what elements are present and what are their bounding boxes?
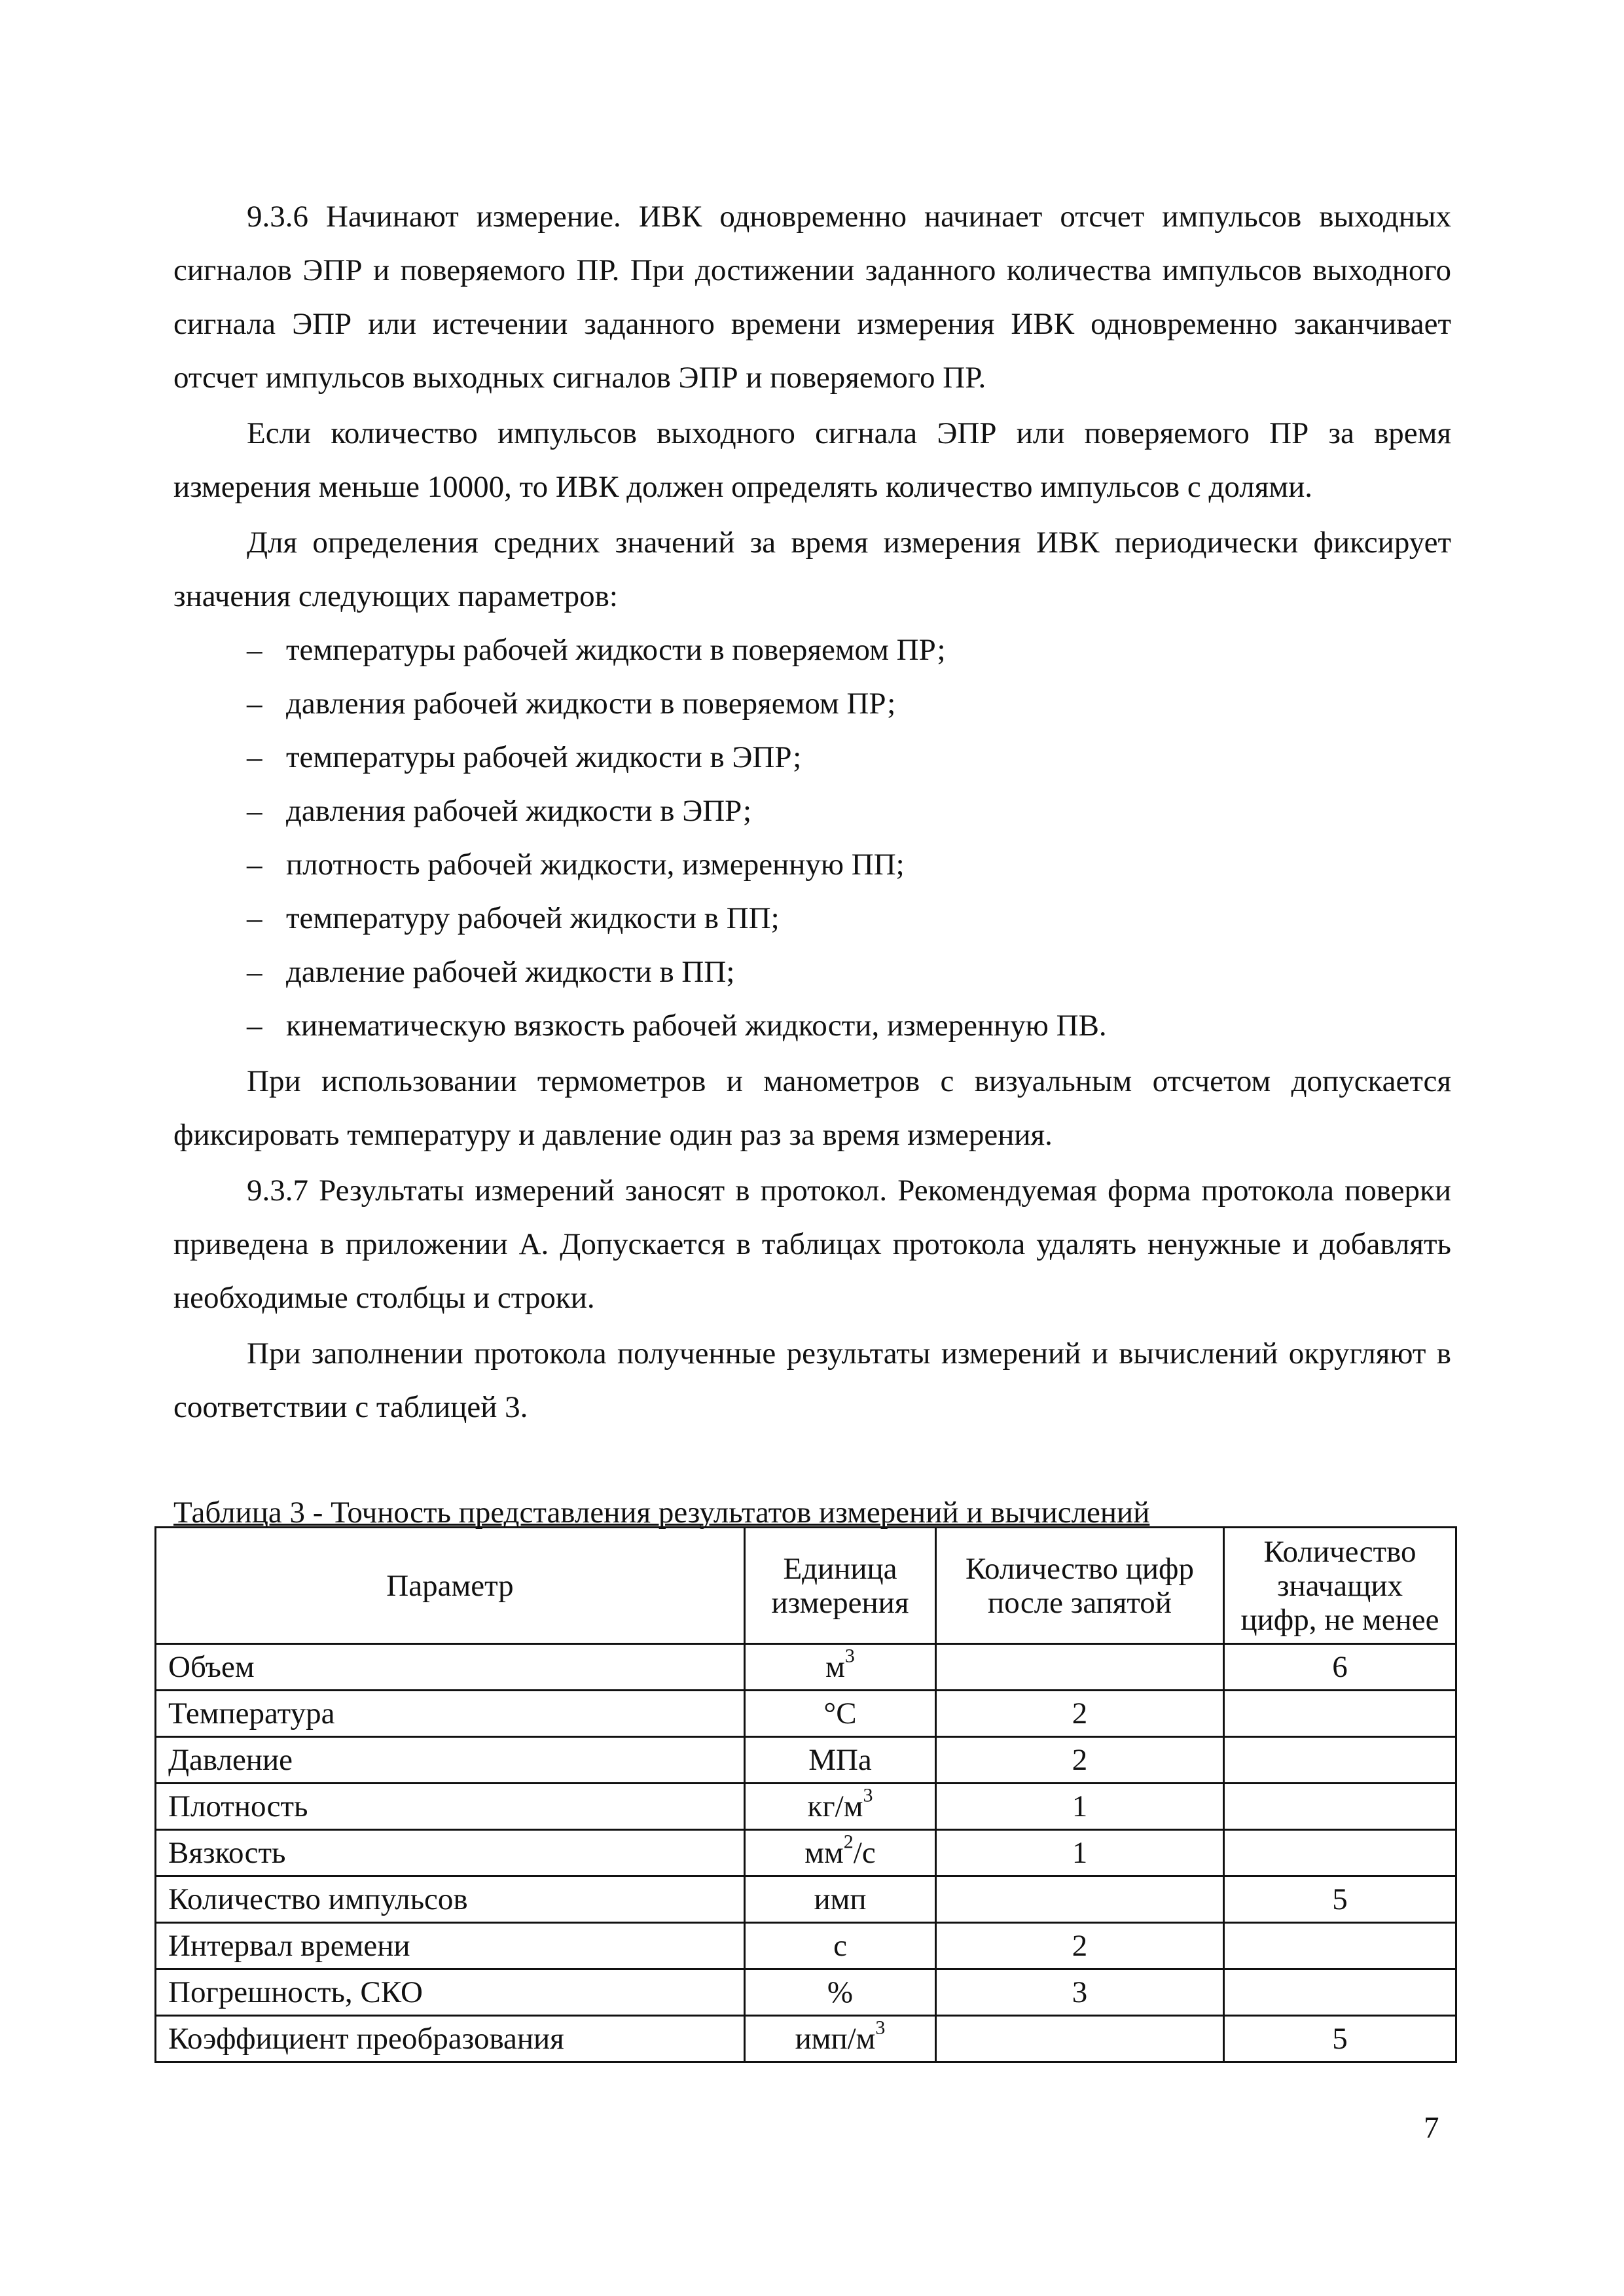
list-item: – давления рабочей жидкости в ЭПР; [173, 784, 1451, 838]
unit-exponent: 3 [844, 1645, 855, 1667]
dash-marker: – [247, 740, 262, 774]
cell-unit [745, 1691, 936, 1737]
header-unit: Единица измерения [745, 1528, 936, 1644]
unit-exponent: 3 [875, 2017, 886, 2039]
list-item: – плотность рабочей жидкости, измеренную ПП; [173, 838, 1451, 891]
cell-parameter: Погрешность, СКО [156, 1969, 745, 2016]
table-header-row [156, 1528, 1456, 1644]
cell-significant [1224, 1784, 1456, 1830]
dash-marker: – [247, 901, 262, 935]
cell-significant [1224, 1737, 1456, 1784]
cell-unit [745, 1830, 936, 1876]
unit-base: м [825, 1650, 845, 1684]
unit-exponent: 2 [843, 1831, 854, 1853]
table-row [156, 1691, 1456, 1737]
table-row [156, 1876, 1456, 1923]
cell-decimals: 1 [936, 1784, 1224, 1830]
cell-significant [1224, 1969, 1456, 2016]
cell-significant: 5 [1224, 2016, 1456, 2062]
dash-marker: – [247, 687, 262, 721]
cell-parameter: Объем [156, 1644, 745, 1691]
table-caption: Таблица 3 - Точность представления результатов измерений и вычислений [173, 1496, 1150, 1530]
list-item: – кинематическую вязкость рабочей жидкости, измеренную ПВ. [173, 999, 1451, 1052]
cell-unit [745, 1969, 936, 2016]
body-text [173, 190, 1451, 1434]
dash-marker: – [247, 794, 262, 828]
dash-marker: – [247, 1009, 262, 1043]
unit-tail: /с [853, 1836, 876, 1870]
cell-parameter: Коэффициент преобразования [156, 2016, 745, 2062]
cell-parameter: Давление [156, 1737, 745, 1784]
unit-base: кг/м [807, 1789, 863, 1823]
paragraph-9-3-7: 9.3.7 Результаты измерений заносят в протокол. Рекомендуемая форма протокола поверки приведена в приложении А. Допускается в таблицах протокола удалять ненужные и добавлять необходимые столбцы и строки. [173, 1174, 1451, 1315]
cell-significant [1224, 1830, 1456, 1876]
page-number: 7 [1424, 2111, 1439, 2145]
cell-parameter: Температура [156, 1691, 745, 1737]
paragraph-parameters-intro: Для определения средних значений за время измерения ИВК периодически фиксирует значения следующих параметров: [173, 526, 1451, 613]
cell-unit [745, 1876, 936, 1923]
paragraph-rounding: При заполнении протокола полученные результаты измерений и вычислений округляют в соответствии с таблицей 3. [173, 1336, 1451, 1424]
table-body [156, 1644, 1456, 2062]
paragraph-pulse-count: Если количество импульсов выходного сигнала ЭПР или поверяемого ПР за время измерения меньше 10000, то ИВК должен определять количество импульсов с долями. [173, 416, 1451, 504]
unit-base: имп/м [795, 2022, 876, 2056]
table-row [156, 1784, 1456, 1830]
table-row [156, 1969, 1456, 2016]
cell-decimals [936, 1876, 1224, 1923]
cell-decimals [936, 1644, 1224, 1691]
unit-base: с [833, 1929, 847, 1963]
cell-significant: 6 [1224, 1644, 1456, 1691]
list-item: – температуру рабочей жидкости в ПП; [173, 891, 1451, 945]
unit-exponent: 3 [863, 1784, 873, 1806]
cell-decimals: 2 [936, 1737, 1224, 1784]
cell-parameter: Вязкость [156, 1830, 745, 1876]
header-parameter: Параметр [156, 1528, 745, 1644]
table-row [156, 1737, 1456, 1784]
paragraph-visual-reading: При использовании термометров и манометров с визуальным отсчетом допускается фиксировать температуру и давление один раз за время измерения. [173, 1064, 1451, 1152]
cell-unit [745, 1784, 936, 1830]
table-row [156, 2016, 1456, 2062]
cell-decimals: 2 [936, 1923, 1224, 1969]
cell-decimals: 2 [936, 1691, 1224, 1737]
table-row [156, 1923, 1456, 1969]
table-row [156, 1830, 1456, 1876]
cell-significant: 5 [1224, 1876, 1456, 1923]
cell-unit [745, 1923, 936, 1969]
unit-base: имп [814, 1882, 867, 1916]
parameter-list [173, 623, 1451, 1052]
header-decimals: Количество цифр после запятой [936, 1528, 1224, 1644]
unit-base: мм [804, 1836, 844, 1870]
cell-unit [745, 1644, 936, 1691]
unit-base: % [827, 1975, 854, 2009]
header-significant: Количество значащих цифр, не менее [1224, 1528, 1456, 1644]
list-item: – давления рабочей жидкости в поверяемом ПР; [173, 677, 1451, 730]
unit-base: °С [823, 1696, 857, 1731]
cell-significant [1224, 1923, 1456, 1969]
list-item: – температуры рабочей жидкости в поверяемом ПР; [173, 623, 1451, 677]
precision-table [154, 1526, 1457, 2063]
cell-decimals: 3 [936, 1969, 1224, 2016]
cell-unit [745, 1737, 936, 1784]
table-row [156, 1644, 1456, 1691]
cell-parameter: Плотность [156, 1784, 745, 1830]
list-item: – температуры рабочей жидкости в ЭПР; [173, 730, 1451, 784]
cell-unit [745, 2016, 936, 2062]
paragraph-9-3-6: 9.3.6 Начинают измерение. ИВК одновременно начинает отсчет импульсов выходных сигналов ЭПР и поверяемого ПР. При достижении заданного количества импульсов выходного сигнала ЭПР или истечении заданного времени измерения ИВК одновременно заканчивает отсчет импульсов выходных сигналов ЭПР и поверяемого ПР. [173, 200, 1451, 395]
dash-marker: – [247, 633, 262, 667]
cell-significant [1224, 1691, 1456, 1737]
cell-decimals [936, 2016, 1224, 2062]
dash-marker: – [247, 955, 262, 989]
cell-decimals: 1 [936, 1830, 1224, 1876]
cell-parameter: Интервал времени [156, 1923, 745, 1969]
unit-base: МПа [808, 1743, 872, 1777]
cell-parameter: Количество импульсов [156, 1876, 745, 1923]
dash-marker: – [247, 848, 262, 882]
list-item: – давление рабочей жидкости в ПП; [173, 945, 1451, 999]
